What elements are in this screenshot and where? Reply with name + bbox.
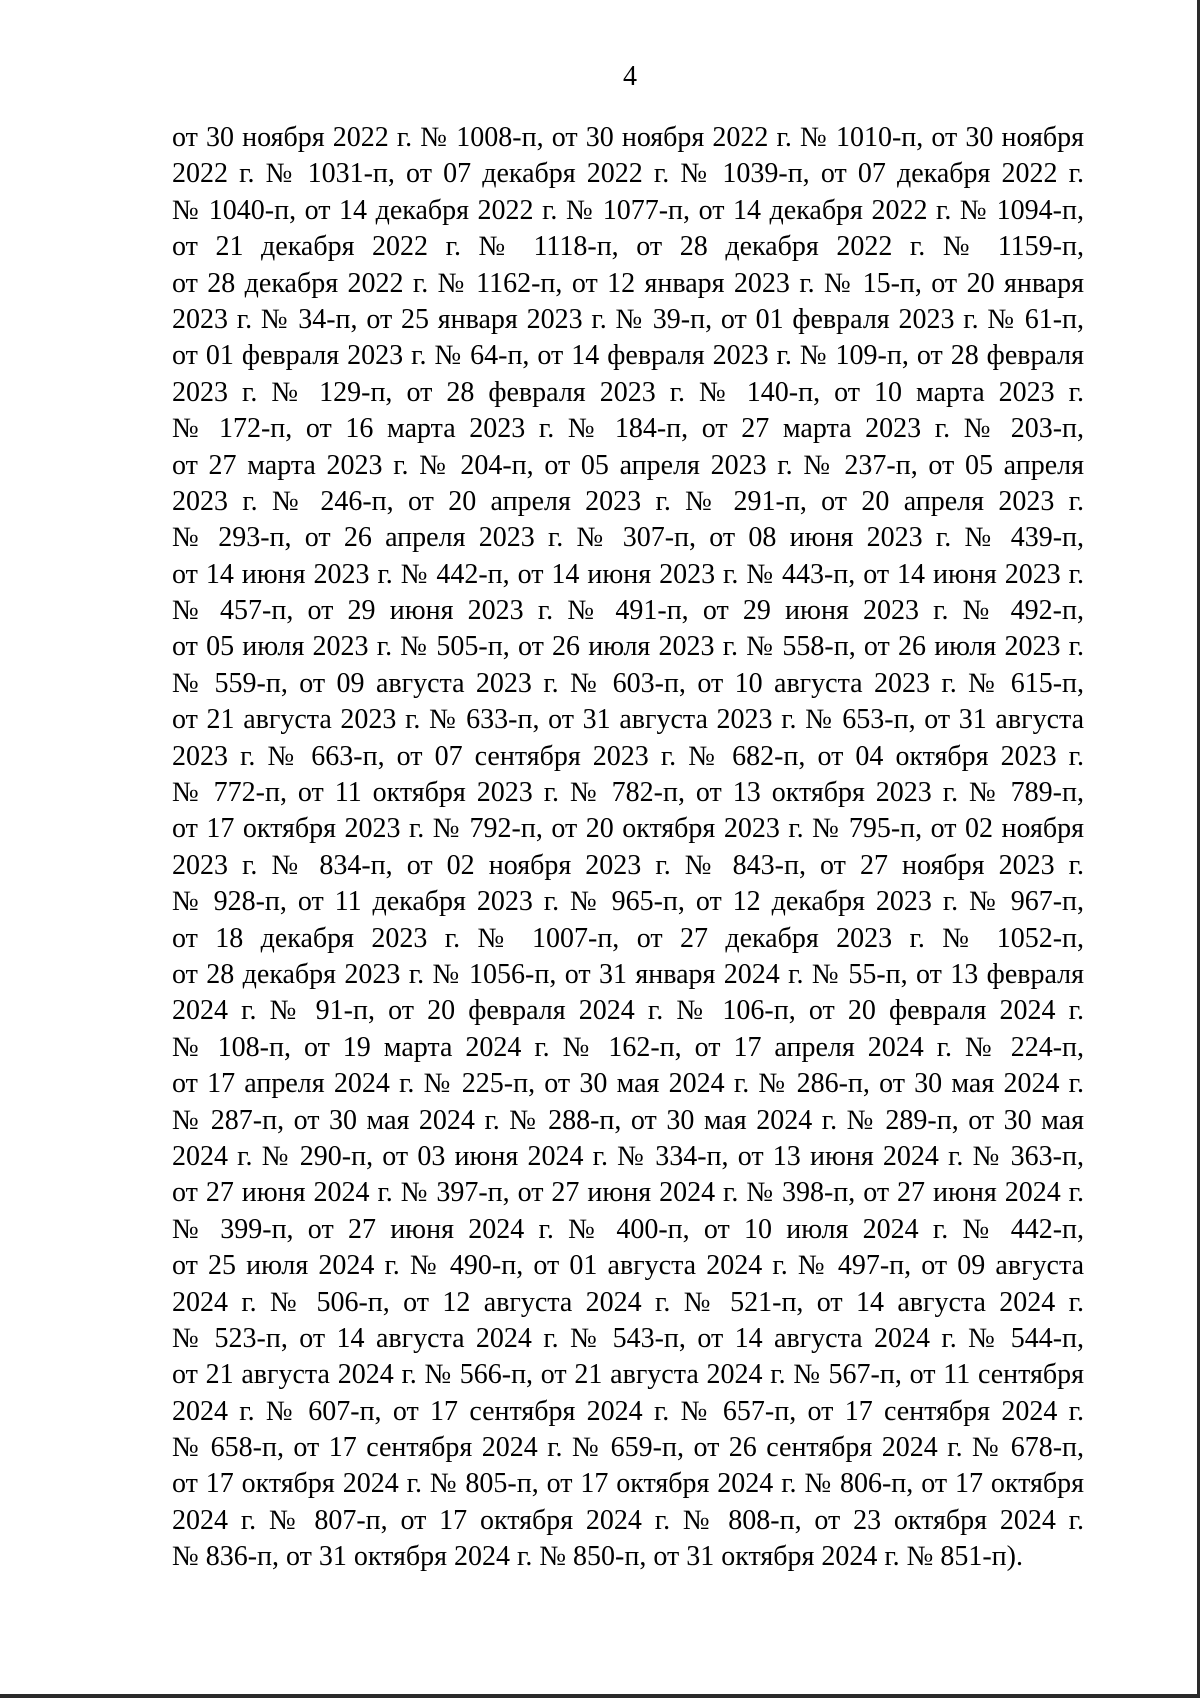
text-line: 2024 г. № 91-п, от 20 февраля 2024 г. № 106-п, от 20 февраля 2024 г. xyxy=(172,995,1084,1027)
text-line: № 293-п, от 26 апреля 2023 г. № 307-п, от 08 июня 2023 г. № 439-п, xyxy=(172,522,1084,554)
text-line: № 772-п, от 11 октября 2023 г. № 782-п, от 13 октября 2023 г. № 789-п, xyxy=(172,777,1084,809)
text-line: № 559-п, от 09 августа 2023 г. № 603-п, от 10 августа 2023 г. № 615-п, xyxy=(172,667,1084,699)
text-line: № 836-п, от 31 октября 2024 г. № 850-п, от 31 октября 2024 г. № 851-п). xyxy=(172,1541,1023,1573)
text-line: 2024 г. № 290-п, от 03 июня 2024 г. № 334-п, от 13 июня 2024 г. № 363-п, xyxy=(172,1140,1084,1172)
text-line: № 523-п, от 14 августа 2024 г. № 543-п, от 14 августа 2024 г. № 544-п, xyxy=(172,1322,1084,1354)
text-line: от 21 декабря 2022 г. № 1118-п, от 28 декабря 2022 г. № 1159-п, xyxy=(172,231,1084,263)
scan-edge-bottom xyxy=(0,1694,1200,1698)
text-line: от 25 июля 2024 г. № 490-п, от 01 августа 2024 г. № 497-п, от 09 августа xyxy=(172,1250,1084,1282)
text-line: № 172-п, от 16 марта 2023 г. № 184-п, от 27 марта 2023 г. № 203-п, xyxy=(172,413,1084,445)
text-line: от 28 декабря 2023 г. № 1056-п, от 31 января 2024 г. № 55-п, от 13 февраля xyxy=(172,958,1084,990)
text-line: № 928-п, от 11 декабря 2023 г. № 965-п, от 12 декабря 2023 г. № 967-п, xyxy=(172,886,1084,918)
text-line: № 287-п, от 30 мая 2024 г. № 288-п, от 30 мая 2024 г. № 289-п, от 30 мая xyxy=(172,1104,1084,1136)
page-number: 4 xyxy=(623,61,637,92)
text-line: от 01 февраля 2023 г. № 64-п, от 14 февраля 2023 г. № 109-п, от 28 февраля xyxy=(172,340,1084,372)
text-line: № 457-п, от 29 июня 2023 г. № 491-п, от 29 июня 2023 г. № 492-п, xyxy=(172,595,1084,627)
text-line: от 30 ноября 2022 г. № 1008-п, от 30 ноября 2022 г. № 1010-п, от 30 ноября xyxy=(172,122,1084,153)
text-line: № 1040-п, от 14 декабря 2022 г. № 1077-п, от 14 декабря 2022 г. № 1094-п, xyxy=(172,194,1084,226)
text-line: от 27 марта 2023 г. № 204-п, от 05 апреля 2023 г. № 237-п, от 05 апреля xyxy=(172,449,1084,481)
text-line: от 21 августа 2023 г. № 633-п, от 31 августа 2023 г. № 653-п, от 31 августа xyxy=(172,704,1084,736)
text-line: от 05 июля 2023 г. № 505-п, от 26 июля 2023 г. № 558-п, от 26 июля 2023 г. xyxy=(172,631,1084,663)
text-line: 2023 г. № 663-п, от 07 сентября 2023 г. № 682-п, от 04 октября 2023 г. xyxy=(172,740,1084,772)
text-line: от 27 июня 2024 г. № 397-п, от 27 июня 2024 г. № 398-п, от 27 июня 2024 г. xyxy=(172,1177,1084,1209)
body-text xyxy=(172,120,1084,1576)
text-line: от 28 декабря 2022 г. № 1162-п, от 12 января 2023 г. № 15-п, от 20 января xyxy=(172,267,1084,299)
text-line: 2023 г. № 129-п, от 28 февраля 2023 г. № 140-п, от 10 марта 2023 г. xyxy=(172,376,1084,408)
text-line: от 17 апреля 2024 г. № 225-п, от 30 мая 2024 г. № 286-п, от 30 мая 2024 г. xyxy=(172,1068,1084,1100)
text-line: № 108-п, от 19 марта 2024 г. № 162-п, от 17 апреля 2024 г. № 224-п, xyxy=(172,1031,1084,1063)
text-line: 2024 г. № 807-п, от 17 октября 2024 г. № 808-п, от 23 октября 2024 г. xyxy=(172,1504,1084,1536)
text-line: 2023 г. № 246-п, от 20 апреля 2023 г. № 291-п, от 20 апреля 2023 г. xyxy=(172,485,1084,517)
text-line: 2023 г. № 834-п, от 02 ноября 2023 г. № 843-п, от 27 ноября 2023 г. xyxy=(172,849,1084,881)
text-line: от 21 августа 2024 г. № 566-п, от 21 августа 2024 г. № 567-п, от 11 сентября xyxy=(172,1359,1084,1391)
text-line: от 17 октября 2024 г. № 805-п, от 17 октября 2024 г. № 806-п, от 17 октября xyxy=(172,1468,1084,1500)
text-line: 2023 г. № 34-п, от 25 января 2023 г. № 39-п, от 01 февраля 2023 г. № 61-п, xyxy=(172,303,1084,335)
text-line: от 17 октября 2023 г. № 792-п, от 20 октября 2023 г. № 795-п, от 02 ноября xyxy=(172,813,1084,845)
text-line: от 18 декабря 2023 г. № 1007-п, от 27 декабря 2023 г. № 1052-п, xyxy=(172,922,1084,954)
text-line: 2022 г. № 1031-п, от 07 декабря 2022 г. № 1039-п, от 07 декабря 2022 г. xyxy=(172,158,1084,190)
text-line: 2024 г. № 506-п, от 12 августа 2024 г. № 521-п, от 14 августа 2024 г. xyxy=(172,1286,1084,1318)
text-line: 2024 г. № 607-п, от 17 сентября 2024 г. № 657-п, от 17 сентября 2024 г. xyxy=(172,1395,1084,1427)
text-line: от 14 июня 2023 г. № 442-п, от 14 июня 2023 г. № 443-п, от 14 июня 2023 г. xyxy=(172,558,1084,590)
text-line: № 399-п, от 27 июня 2024 г. № 400-п, от 10 июля 2024 г. № 442-п, xyxy=(172,1213,1084,1245)
text-line: № 658-п, от 17 сентября 2024 г. № 659-п, от 26 сентября 2024 г. № 678-п, xyxy=(172,1432,1084,1464)
